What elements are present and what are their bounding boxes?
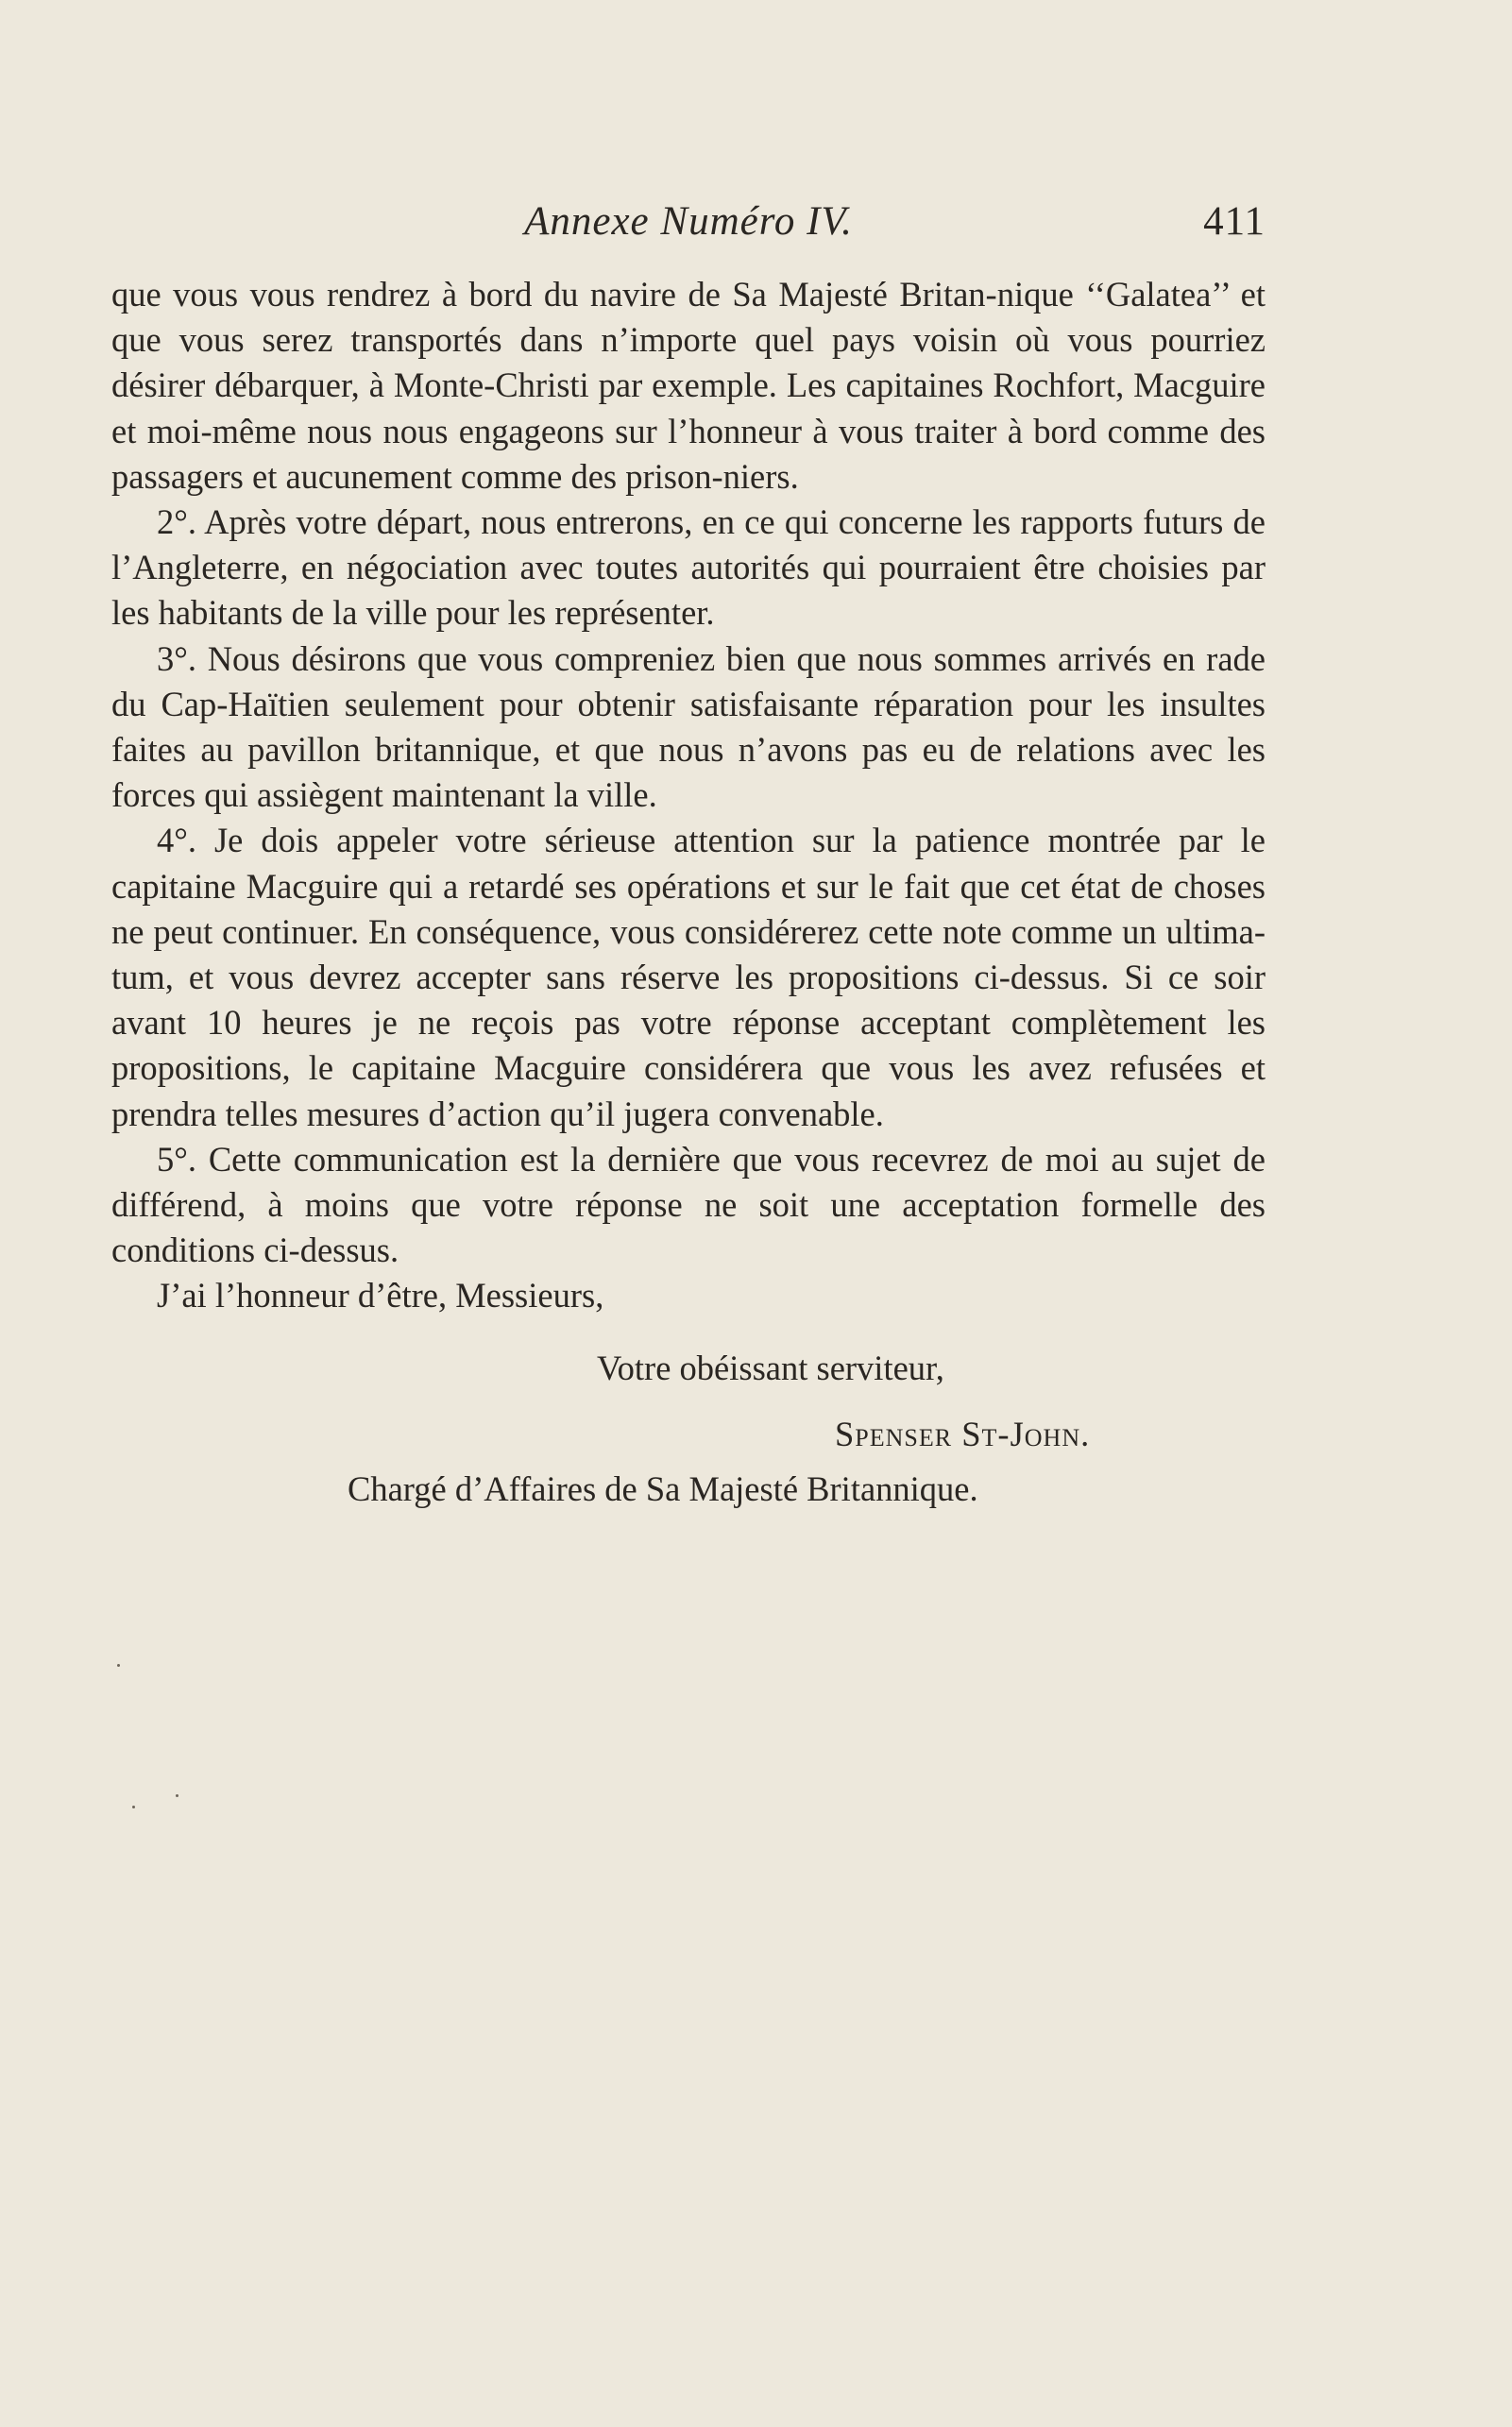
signer-title: Chargé d’Affaires de Sa Majesté Britannique. xyxy=(348,1468,978,1508)
paragraph-item-4: 4°. Je dois appeler votre sérieuse attention sur la patience montrée par le capitaine Macguire qui a retardé ses opérations et sur le fait que cet état de choses ne peut continuer. En conséquence, vous considérerez cette note comme un ultima-tum, et vous devrez accepter sans réserve les propositions ci-dessus. Si ce soir avant 10 heures je ne reçois pas votre réponse acceptant complètement les propositions, le capitaine Macguire considérera que vous les avez refusées et prendra telles mesures d’action qu’il jugera convenable. xyxy=(111,821,1266,1133)
paragraph-item-3: 3°. Nous désirons que vous compreniez bien que nous sommes arrivés en rade du Cap-Haïtien seulement pour obtenir satisfaisante réparation pour les insultes faites au pavillon britannique, et que nous n’avons pas eu de relations avec les forces qui assiègent maintenant la ville. xyxy=(111,638,1266,815)
page-number: 411 xyxy=(1203,199,1266,244)
paragraph-continuation: que vous vous rendrez à bord du navire de Sa Majesté Britan-nique ‘‘Galatea’’ et que vous serez transportés dans n’importe quel pays voisin où vous pourriez désirer débarquer, à Monte-Christi par exemple. Les capitaines Rochfort, Macguire et moi-même nous nous engageons sur l’honneur à vous traiter à bord comme des passagers et aucunement comme des prison-niers. xyxy=(111,275,1266,496)
paper-speck xyxy=(132,1806,135,1808)
paper-speck xyxy=(117,1664,120,1667)
running-header xyxy=(111,198,1266,264)
running-title: Annexe Numéro IV. xyxy=(524,199,853,244)
paper-speck xyxy=(176,1794,178,1797)
paragraph-item-2: 2°. Après votre départ, nous entrerons, en ce qui concerne les rapports futurs de l’Angleterre, en négociation avec toutes autorités qui pourraient être choisies par les habitants de la ville pour les représenter. xyxy=(111,502,1266,633)
paragraph-item-5: 5°. Cette communication est la dernière que vous recevrez de moi au sujet de différend, à moins que votre réponse ne soit une acceptation formelle des conditions ci-dessus. xyxy=(111,1139,1266,1270)
letter-body xyxy=(111,272,1266,1273)
document-page xyxy=(111,198,1266,1512)
signer-name: Spenser St-John. xyxy=(835,1414,1091,1453)
valediction: Votre obéissant serviteur, xyxy=(597,1348,944,1387)
signature-block xyxy=(111,1346,1266,1512)
closing-salutation: J’ai l’honneur d’être, Messieurs, xyxy=(157,1276,604,1315)
